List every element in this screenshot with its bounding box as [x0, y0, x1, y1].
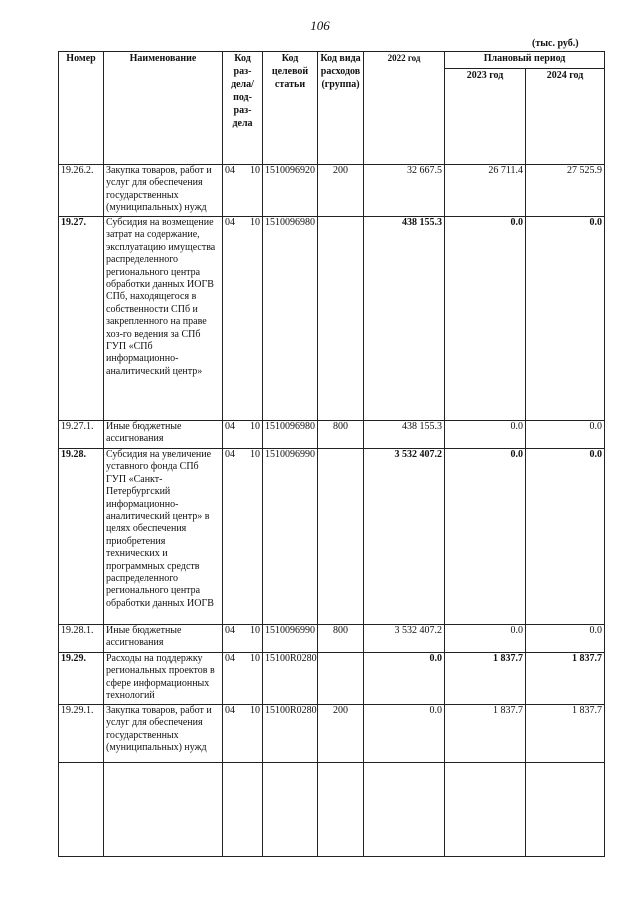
table-row	[59, 217, 605, 421]
row-subsection-code: 10	[245, 217, 263, 421]
row-name: Закупка товаров, работ и услуг для обеспечения государственных (муниципальных) нужд	[104, 165, 223, 217]
row-subsection-code: 10	[245, 625, 263, 653]
header-name: Наименование	[104, 52, 223, 165]
row-section-code: 04	[223, 421, 245, 449]
row-number: 19.27.	[59, 217, 104, 421]
row-amount-2024: 1 837.7	[526, 705, 605, 763]
row-expense-code: 200	[318, 165, 364, 217]
header-number: Номер	[59, 52, 104, 165]
row-amount-2022: 32 667.5	[364, 165, 445, 217]
header-target-code: Код целевой статьи	[263, 52, 318, 165]
row-amount-2023: 0.0	[445, 217, 526, 421]
table-row	[59, 421, 605, 449]
row-section-code: 04	[223, 705, 245, 763]
empty-cell	[245, 763, 263, 857]
row-number: 19.27.1.	[59, 421, 104, 449]
row-name: Расходы на поддержку региональных проектов в сфере информационных технологий	[104, 653, 223, 705]
empty-cell	[59, 763, 104, 857]
row-section-code: 04	[223, 165, 245, 217]
row-section-code: 04	[223, 449, 245, 625]
budget-table	[58, 51, 605, 857]
row-number: 19.29.1.	[59, 705, 104, 763]
row-target-code: 1510096990	[263, 449, 318, 625]
row-amount-2022: 0.0	[364, 653, 445, 705]
row-section-code: 04	[223, 217, 245, 421]
row-section-code: 04	[223, 653, 245, 705]
row-subsection-code: 10	[245, 421, 263, 449]
row-name: Субсидия на увеличение уставного фонда СПб ГУП «Санкт-Петербургский информационно-аналитический центр» в целях обеспечения приобретения технических и программных средств распределенного регионального центра обработки данных ИОГВ	[104, 449, 223, 625]
header-2024: 2024 год	[526, 69, 605, 165]
row-expense-code	[318, 217, 364, 421]
row-amount-2023: 0.0	[445, 421, 526, 449]
row-amount-2023: 0.0	[445, 449, 526, 625]
row-amount-2022: 3 532 407.2	[364, 449, 445, 625]
row-amount-2023: 1 837.7	[445, 705, 526, 763]
row-amount-2024: 0.0	[526, 625, 605, 653]
row-expense-code: 800	[318, 421, 364, 449]
header-section-code: Код раз-дела/ под-раз-дела	[223, 52, 263, 165]
table-row	[59, 449, 605, 625]
row-expense-code: 800	[318, 625, 364, 653]
empty-cell	[263, 763, 318, 857]
header-2023: 2023 год	[445, 69, 526, 165]
row-subsection-code: 10	[245, 705, 263, 763]
empty-row	[59, 763, 605, 857]
table-row	[59, 705, 605, 763]
table-row	[59, 653, 605, 705]
row-amount-2024: 27 525.9	[526, 165, 605, 217]
header-2022: 2022 год	[364, 52, 445, 165]
row-name: Иные бюджетные ассигнования	[104, 625, 223, 653]
row-expense-code: 200	[318, 705, 364, 763]
row-amount-2022: 438 155.3	[364, 217, 445, 421]
row-expense-code	[318, 449, 364, 625]
row-number: 19.29.	[59, 653, 104, 705]
row-amount-2023: 1 837.7	[445, 653, 526, 705]
row-amount-2022: 438 155.3	[364, 421, 445, 449]
page-number: 106	[310, 18, 330, 33]
row-subsection-code: 10	[245, 449, 263, 625]
units-label: (тыс. руб.)	[532, 38, 579, 49]
row-subsection-code: 10	[245, 165, 263, 217]
row-amount-2024: 0.0	[526, 217, 605, 421]
row-amount-2024: 0.0	[526, 449, 605, 625]
empty-cell	[526, 763, 605, 857]
row-expense-code	[318, 653, 364, 705]
row-target-code: 1510096980	[263, 217, 318, 421]
row-target-code: 1510096920	[263, 165, 318, 217]
header-expense-code: Код вида расходов (группа)	[318, 52, 364, 165]
row-target-code: 15100R0280	[263, 705, 318, 763]
row-name: Иные бюджетные ассигнования	[104, 421, 223, 449]
empty-cell	[445, 763, 526, 857]
row-target-code: 1510096990	[263, 625, 318, 653]
table-row	[59, 165, 605, 217]
empty-cell	[223, 763, 245, 857]
row-amount-2022: 0.0	[364, 705, 445, 763]
row-target-code: 15100R0280	[263, 653, 318, 705]
row-amount-2022: 3 532 407.2	[364, 625, 445, 653]
row-amount-2023: 26 711.4	[445, 165, 526, 217]
row-name: Субсидия на возмещение затрат на содержание, эксплуатацию имущества распределенного регионального центра обработки данных ИОГВ СПб, находящегося в собственности СПб и закрепленного на праве хоз-го ведения за СПб ГУП «СПб информационно-аналитический центр»	[104, 217, 223, 421]
row-number: 19.26.2.	[59, 165, 104, 217]
row-amount-2023: 0.0	[445, 625, 526, 653]
row-section-code: 04	[223, 625, 245, 653]
row-amount-2024: 1 837.7	[526, 653, 605, 705]
row-target-code: 1510096980	[263, 421, 318, 449]
row-number: 19.28.	[59, 449, 104, 625]
row-amount-2024: 0.0	[526, 421, 605, 449]
empty-cell	[364, 763, 445, 857]
table-body	[59, 165, 605, 857]
empty-cell	[318, 763, 364, 857]
table-row	[59, 625, 605, 653]
row-name: Закупка товаров, работ и услуг для обеспечения государственных (муниципальных) нужд	[104, 705, 223, 763]
header-planned-period: Плановый период	[445, 52, 605, 69]
row-subsection-code: 10	[245, 653, 263, 705]
row-number: 19.28.1.	[59, 625, 104, 653]
empty-cell	[104, 763, 223, 857]
